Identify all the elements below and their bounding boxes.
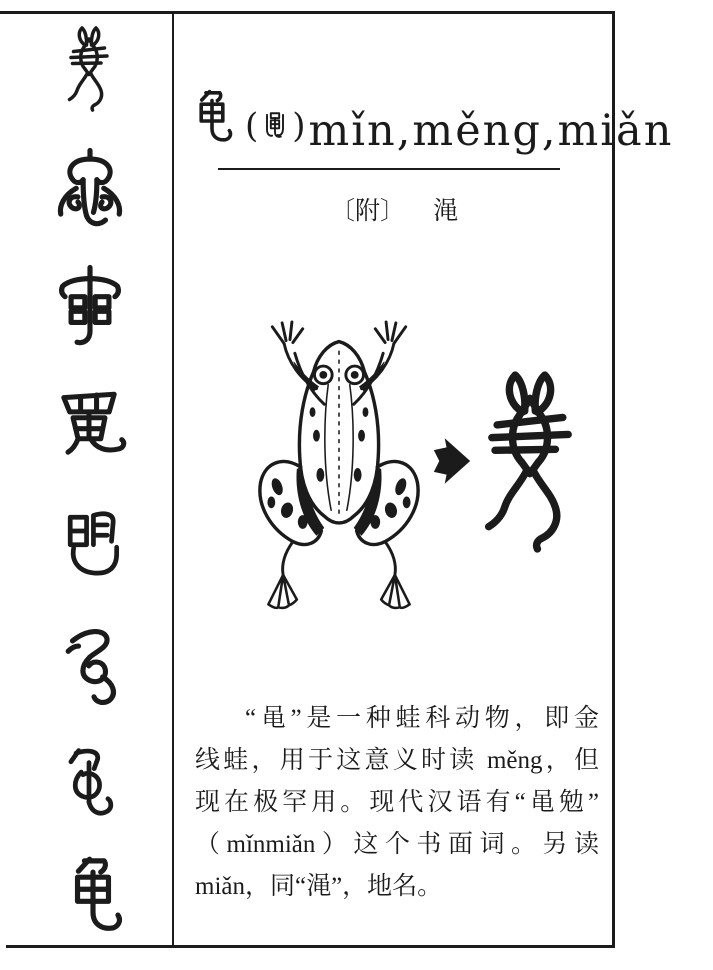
pinyin-readings: mǐn,měng,miǎn	[308, 106, 674, 156]
script-evolution-column	[0, 0, 172, 970]
regular-script-glyph	[50, 854, 136, 940]
frog-illustration	[234, 318, 444, 622]
running-script-glyph	[46, 742, 132, 828]
clerical-script-glyph	[45, 385, 133, 469]
attachment-bracket-label: 〔附〕	[329, 198, 405, 225]
entry-body	[174, 12, 674, 946]
right-arrow-icon	[432, 436, 472, 486]
paragraph-line: 现在极罕用。现代汉语有“黾勉”	[195, 789, 599, 816]
paragraph-line: miǎn，同“渑”，地名。	[195, 873, 443, 900]
oracle-bone-glyph	[64, 24, 114, 114]
open-paren: (	[245, 106, 259, 146]
close-paren: )	[292, 106, 306, 146]
cursive-script-glyph	[51, 622, 137, 708]
etymology-figure	[174, 12, 614, 712]
oracle-bone-glyph-large	[477, 364, 583, 560]
early-regular-script-glyph	[47, 500, 133, 586]
bronze-script-glyph	[47, 147, 133, 233]
seal-script-glyph	[47, 264, 133, 350]
paragraph-line: “黾”是一种蛙科动物，即金	[245, 705, 599, 732]
paragraph-line: （mǐnmiǎn）这个书面词。另读	[195, 831, 599, 858]
paragraph-line: 线蛙，用于这意义时读 měng，但	[195, 747, 599, 774]
attached-character: 渑	[433, 198, 459, 225]
definition-paragraph	[195, 698, 599, 908]
